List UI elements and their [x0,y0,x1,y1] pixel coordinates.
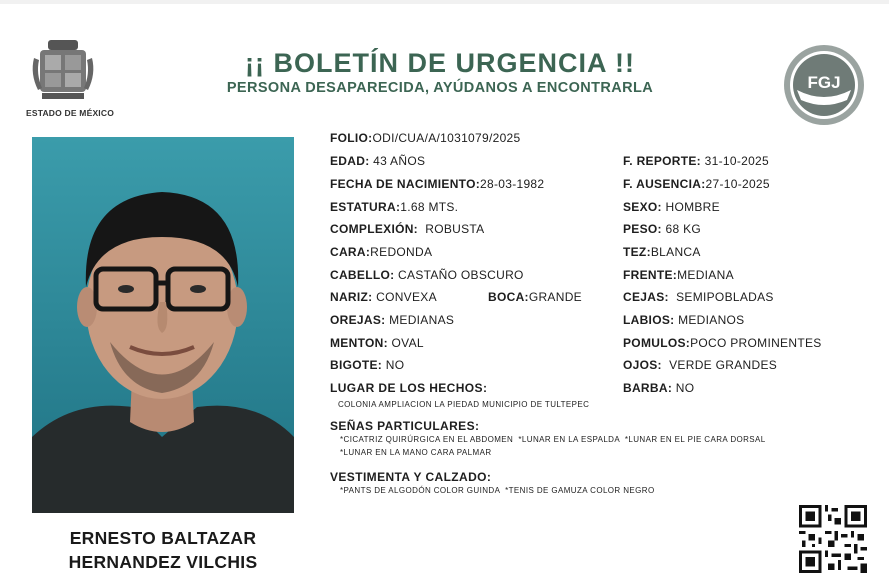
field-cabello: CABELLO: CASTAÑO OBSCURO [330,268,524,282]
field-ojos: OJOS: VERDE GRANDES [623,358,778,372]
lugar-heading: LUGAR DE LOS HECHOS: [330,381,488,395]
field-boca: BOCA:GRANDE [488,290,582,304]
field-sexo: SEXO: HOMBRE [623,200,720,214]
state-coat-of-arms-icon [28,38,98,102]
person-name-line1: ERNESTO BALTAZAR [69,528,257,548]
field-peso: PESO: 68 KG [623,222,702,236]
field-complexion: COMPLEXIÓN: ROBUSTA [330,222,485,236]
bulletin-subtitle: PERSONA DESAPARECIDA, AYÚDANOS A ENCONTRARLA [226,80,654,96]
field-tez: TEZ:BLANCA [623,245,701,259]
senas-heading: SEÑAS PARTICULARES: [330,419,480,433]
top-border [0,0,889,4]
senas-line2: *LUNAR EN LA MANO CARA PALMAR [340,448,492,457]
fgj-logo-text: FGJ [807,73,841,92]
senas-line1: *CICATRIZ QUIRÚRGICA EN EL ABDOMEN *LUNAR EN LA ESPALDA *LUNAR EN EL PIE CARA DORSAL [340,435,766,444]
bulletin-title: ¡¡ BOLETÍN DE URGENCIA !! [245,48,635,78]
vestimenta-heading: VESTIMENTA Y CALZADO: [330,470,492,484]
field-ausencia: F. AUSENCIA:27-10-2025 [623,177,770,191]
portrait-illustration [32,137,294,513]
qr-code-icon [799,505,867,573]
field-frente: FRENTE:MEDIANA [623,268,734,282]
field-reporte: F. REPORTE: 31-10-2025 [623,154,770,168]
field-menton: MENTON: OVAL [330,336,424,350]
field-orejas: OREJAS: MEDIANAS [330,313,455,327]
field-cejas: CEJAS: SEMIPOBLADAS [623,290,774,304]
field-folio: FOLIO:ODI/CUA/A/1031079/2025 [330,131,521,145]
field-barba: BARBA: NO [623,381,695,395]
person-name [32,526,294,574]
vestimenta-line1: *PANTS DE ALGODÓN COLOR GUINDA *TENIS DE GAMUZA COLOR NEGRO [340,486,655,495]
missing-person-photo [32,137,294,513]
field-nariz: NARIZ: CONVEXA [330,290,437,304]
field-bigote: BIGOTE: NO [330,358,405,372]
field-nacimiento: FECHA DE NACIMIENTO:28-03-1982 [330,177,545,191]
state-label: ESTADO DE MÉXICO [25,108,115,118]
lugar-value: COLONIA AMPLIACION LA PIEDAD MUNICIPIO DE TULTEPEC [338,400,590,409]
field-estatura: ESTATURA:1.68 MTS. [330,200,459,214]
field-labios: LABIOS: MEDIANOS [623,313,745,327]
field-pomulos: POMULOS:POCO PROMINENTES [623,336,822,350]
person-name-line2: HERNANDEZ VILCHIS [68,552,258,572]
fgj-logo-icon [783,44,865,126]
field-cara: CARA:REDONDA [330,245,433,259]
field-edad: EDAD: 43 AÑOS [330,154,426,168]
